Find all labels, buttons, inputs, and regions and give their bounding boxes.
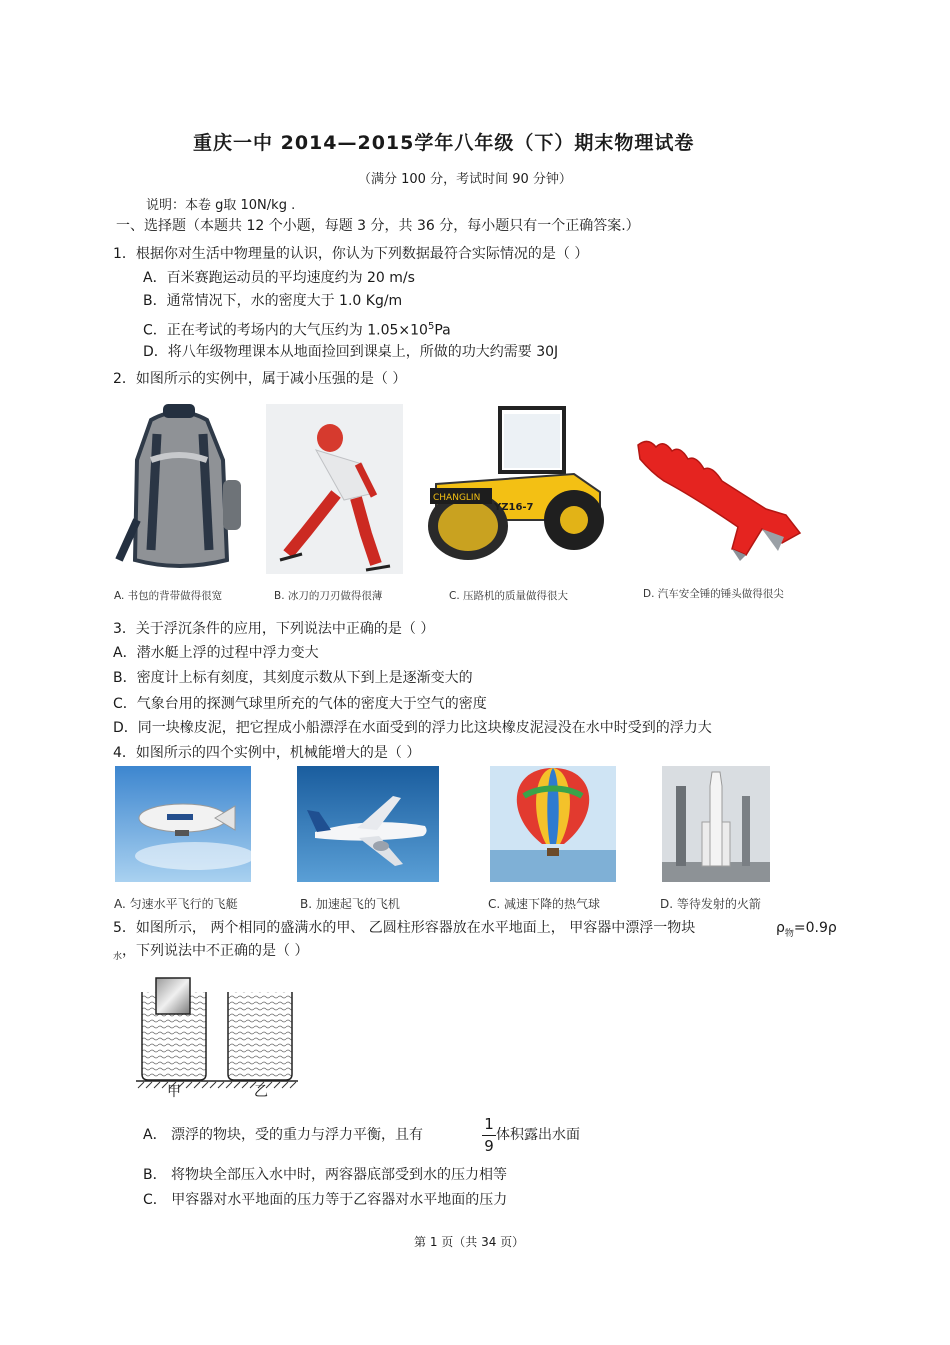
rho-subscript-object: 物 [784, 928, 794, 939]
question-1-option-c [143, 318, 451, 340]
fraction-denominator: 9 [484, 1137, 494, 1155]
q4-caption-d: D. 等待发射的火箭 [660, 897, 761, 911]
question-5-option-c: C． 甲容器对水平地面的压力等于乙容器对水平地面的压力 [143, 1192, 508, 1208]
question-5-option-a-prefix: A． 漂浮的物块，受的重力与浮力平衡，且有 [143, 1127, 424, 1143]
question-1-option-b: B．通常情况下，水的密度大于 1.0 Kg/m [143, 293, 403, 309]
q2-caption-d: D. 汽车安全锤的锤头做得很尖 [643, 588, 784, 600]
question-3-option-a: A．潜水艇上浮的过程中浮力变大 [113, 645, 319, 661]
road-roller-image [424, 402, 618, 574]
question-5-stem-line2 [113, 942, 308, 966]
airship-image [115, 766, 251, 882]
density-equation: =0.9ρ [793, 920, 837, 936]
page-footer: 第 1 页（共 34 页） [414, 1235, 525, 1249]
option-c-unit: Pa [434, 322, 451, 339]
question-2-stem: 2．如图所示的实例中，属于减小压强的是（ ） [113, 371, 407, 387]
section-heading: 一、选择题（本题共 12 个小题，每题 3 分，共 36 分，每小题只有一个正确答案.） [116, 218, 640, 234]
roller-brand-text: CHANGLIN [433, 493, 481, 503]
question-3-option-d: D．同一块橡皮泥，把它捏成小船漂浮在水面受到的浮力比这块橡皮泥浸没在水中时受到的浮力大 [113, 720, 712, 736]
containers-diagram [134, 976, 300, 1098]
question-5-option-a-suffix: 体积露出水面 [496, 1127, 580, 1143]
option-c-text: C．正在考试的考场内的大气压约为 1.05×10 [143, 322, 428, 339]
page-title: 重庆一中 2014—2015学年八年级（下）期末物理试卷 [193, 132, 695, 154]
question-3-stem: 3．关于浮沉条件的应用，下列说法中正确的是（ ） [113, 621, 435, 637]
question-4-stem: 4．如图所示的四个实例中，机械能增大的是（ ） [113, 745, 421, 761]
airplane-image [297, 766, 439, 882]
q4-caption-a: A. 匀速水平飞行的飞艇 [114, 897, 238, 911]
question-5-density-expression [776, 919, 837, 943]
rho-symbol: ρ [776, 920, 785, 936]
label-container-jia: 甲 [167, 1084, 181, 1100]
label-container-yi: 乙 [254, 1084, 268, 1100]
q4-caption-c: C. 减速下降的热气球 [488, 897, 601, 911]
fraction-numerator: 1 [484, 1115, 494, 1133]
exam-note: 说明：本卷 g取 10N/kg . [146, 198, 296, 213]
backpack-image [111, 400, 247, 578]
hot-air-balloon-image [490, 766, 616, 882]
option-c-exponent: 5 [427, 321, 435, 332]
safety-hammer-image [634, 433, 804, 563]
exam-subtitle: （满分 100 分，考试时间 90 分钟） [358, 172, 572, 187]
speed-skater-image [266, 404, 403, 574]
question-5-stem-tail: ，下列说法中不正确的是（ ） [122, 943, 309, 959]
question-5-option-b: B． 将物块全部压入水中时，两容器底部受到水的压力相等 [143, 1167, 508, 1183]
question-1-option-d: D．将八年级物理课本从地面捡回到课桌上，所做的功大约需要 30J [143, 344, 559, 360]
question-1-option-a: A．百米赛跑运动员的平均速度约为 20 m/s [143, 270, 415, 286]
question-1-stem: 1．根据你对生活中物理量的认识，你认为下列数据最符合实际情况的是（ ） [113, 246, 589, 262]
q2-caption-a: A. 书包的背带做得很宽 [114, 590, 223, 602]
question-3-option-c: C．气象台用的探测气球里所充的气体的密度大于空气的密度 [113, 696, 487, 712]
roller-model-text: YZ16-7 [494, 502, 534, 513]
q2-caption-c: C. 压路机的质量做得很大 [449, 590, 569, 602]
question-3-option-b: B．密度计上标有刻度，其刻度示数从下到上是逐渐变大的 [113, 670, 473, 686]
rho-subscript-water: 水 [113, 951, 123, 962]
question-5-stem-line1: 5．如图所示， 两个相同的盛满水的甲、 乙圆柱形容器放在水平地面上， 甲容器中漂浮一物块 [113, 920, 696, 936]
q4-caption-b: B. 加速起飞的飞机 [300, 897, 400, 911]
fraction-bar [482, 1135, 496, 1136]
rocket-image [662, 766, 770, 882]
q2-caption-b: B. 冰刀的刀刃做得很薄 [274, 590, 383, 602]
